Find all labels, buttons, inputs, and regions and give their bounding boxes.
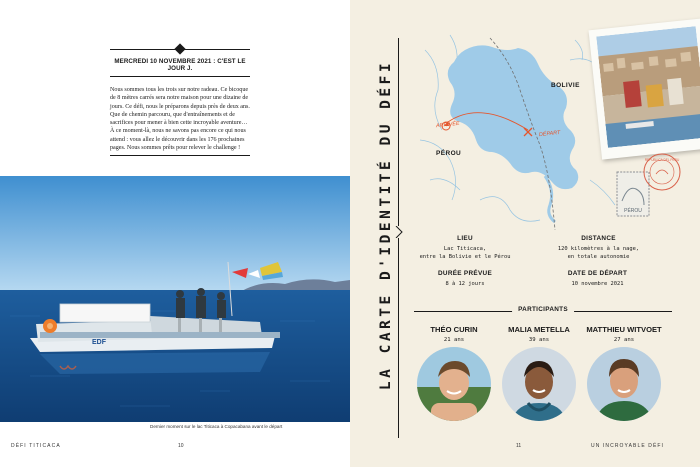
- fact-duree-label: DURÉE PRÉVUE: [437, 270, 493, 277]
- fact-lieu-value-1: Lac Titicaca,: [443, 246, 487, 252]
- chevron-right-icon: [395, 226, 404, 238]
- participant-matthieu: [584, 325, 664, 343]
- participant-theo: [414, 325, 494, 343]
- fact-date-label: DATE DE DÉPART: [567, 270, 628, 277]
- fact-distance-label: DISTANCE: [581, 235, 616, 242]
- postmark-text: REPUBLICA DEL PERU: [644, 158, 680, 162]
- participant-age: 21 ans: [443, 337, 465, 343]
- participant-name: MALIA METELLA: [508, 325, 570, 334]
- vertical-rule-top: [398, 38, 399, 226]
- section-title-text: LA CARTE D'IDENTITÉ DU DÉFI: [378, 59, 394, 391]
- avatar-theo: [417, 347, 491, 421]
- fact-lieu-label: LIEU: [457, 235, 473, 242]
- participants-header: [408, 306, 678, 316]
- avatar-malia: [502, 347, 576, 421]
- fact-date: [550, 270, 645, 288]
- diamond-ornament-icon: [174, 43, 185, 54]
- right-folio: UN INCROYABLE DÉFI: [591, 443, 665, 449]
- participant-name: MATTHIEU WITVOET: [586, 325, 662, 334]
- raft-photo: [0, 176, 350, 422]
- fact-date-value: 10 novembre 2021: [571, 281, 624, 287]
- fact-duree: [425, 270, 505, 288]
- intro-body: Nous sommes tous les trois sur notre radeau. Ce bicoque de 8 mètres carrés sera notre maison pour une dizaine de jours. Ce défi, nous le préparons depuis près de deux ans. Que de chemin parcouru, que d'entraînements et de sacrifices pour mener à bien cette incroyable aventure… À ce moment-là, nous ne savons pas encore ce qui nous attend : vous allez le découvrir dans les 176 prochaines pages. Nous sommes prêts pour relever le challenge !: [110, 87, 250, 152]
- intro-block: [110, 44, 250, 156]
- raft-logo-text: EDF: [92, 339, 106, 346]
- intro-heading: MERCREDI 10 NOVEMBRE 2021 : C'EST LE JOUR J.: [114, 58, 246, 72]
- section-title: [373, 59, 399, 391]
- photo-caption: Dernier moment sur le lac Titicaca à Copacabana avant le départ: [150, 424, 283, 429]
- left-page-number: 10: [178, 443, 184, 449]
- participants-label: PARTICIPANTS: [512, 306, 574, 313]
- departure-label: DÉPART: [538, 129, 561, 139]
- left-folio: DÉFI TITICACA: [11, 443, 61, 449]
- vertical-rule-bottom: [398, 238, 399, 438]
- participant-name: THÉO CURIN: [430, 325, 478, 334]
- participant-age: 39 ans: [528, 337, 550, 343]
- participant-malia: [499, 325, 579, 343]
- heading-rule: [110, 76, 250, 77]
- top-rule: [110, 44, 250, 54]
- bottom-rule: [110, 155, 250, 156]
- right-page-number: 11: [516, 443, 522, 449]
- bolivia-label: BOLIVIE: [551, 82, 580, 89]
- participant-age: 27 ans: [613, 337, 635, 343]
- right-page: [350, 0, 700, 467]
- lake-titicaca-map: [420, 30, 620, 230]
- fact-duree-value: 8 à 12 jours: [445, 281, 485, 287]
- fact-distance: [536, 235, 661, 261]
- fact-lieu: [410, 235, 520, 261]
- fact-distance-value-2: en totale autonomie: [567, 254, 630, 260]
- fact-distance-value-1: 120 kilomètres à la nage,: [557, 246, 640, 252]
- peru-label: PÉROU: [436, 150, 462, 157]
- fact-lieu-value-2: entre la Bolivie et le Pérou: [419, 254, 511, 260]
- peru-postmark: [642, 152, 682, 192]
- stamp-text: PÉROU: [624, 208, 642, 214]
- polaroid-photo: [589, 18, 700, 159]
- avatar-matthieu: [587, 347, 661, 421]
- arrival-label: ARRIVÉE: [435, 120, 460, 130]
